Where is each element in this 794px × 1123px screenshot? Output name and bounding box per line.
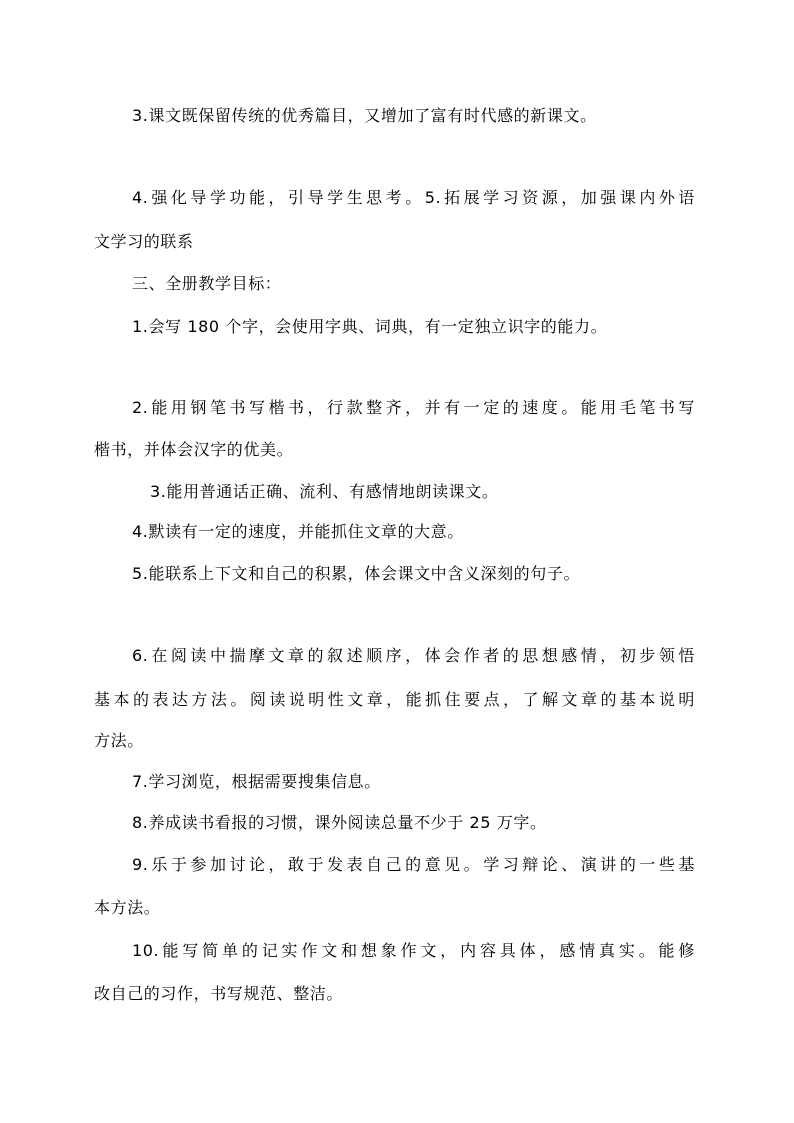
text-line-8: 3.能用普通话正确、流利、有感情地朗读课文。 xyxy=(150,482,499,501)
text-line-12: 基本的表达方法。阅读说明性文章，能抓住要点，了解文章的基本说明 xyxy=(94,690,695,709)
text-line-3: 文学习的联系 xyxy=(94,232,194,251)
text-line-5: 1.会写 180 个字，会使用字典、词典，有一定独立识字的能力。 xyxy=(132,317,608,336)
text-line-17: 本方法。 xyxy=(94,898,161,917)
text-line-9: 4.默读有一定的速度，并能抓住文章的大意。 xyxy=(132,522,464,541)
text-line-1: 3.课文既保留传统的优秀篇目，又增加了富有时代感的新课文。 xyxy=(132,106,597,125)
text-line-16: 9.乐于参加讨论，敢于发表自己的意见。学习辩论、演讲的一些基 xyxy=(132,855,695,874)
section-heading: 三、全册教学目标： xyxy=(132,274,282,293)
text-line-2: 4.强化导学功能，引导学生思考。5.拓展学习资源，加强课内外语 xyxy=(132,188,695,207)
text-line-13: 方法。 xyxy=(94,731,144,750)
text-line-10: 5.能联系上下文和自己的积累，体会课文中含义深刻的句子。 xyxy=(132,564,581,583)
text-line-11: 6.在阅读中揣摩文章的叙述顺序，体会作者的思想感情，初步领悟 xyxy=(132,646,695,665)
text-line-18: 10.能写简单的记实作文和想象作文，内容具体，感情真实。能修 xyxy=(132,941,695,960)
text-line-15: 8.养成读书看报的习惯，课外阅读总量不少于 25 万字。 xyxy=(132,813,547,832)
text-line-19: 改自己的习作，书写规范、整洁。 xyxy=(94,984,344,1003)
text-line-6: 2.能用钢笔书写楷书，行款整齐，并有一定的速度。能用毛笔书写 xyxy=(132,398,695,417)
text-line-14: 7.学习浏览，根据需要搜集信息。 xyxy=(132,772,381,791)
text-line-7: 楷书，并体会汉字的优美。 xyxy=(94,440,294,459)
